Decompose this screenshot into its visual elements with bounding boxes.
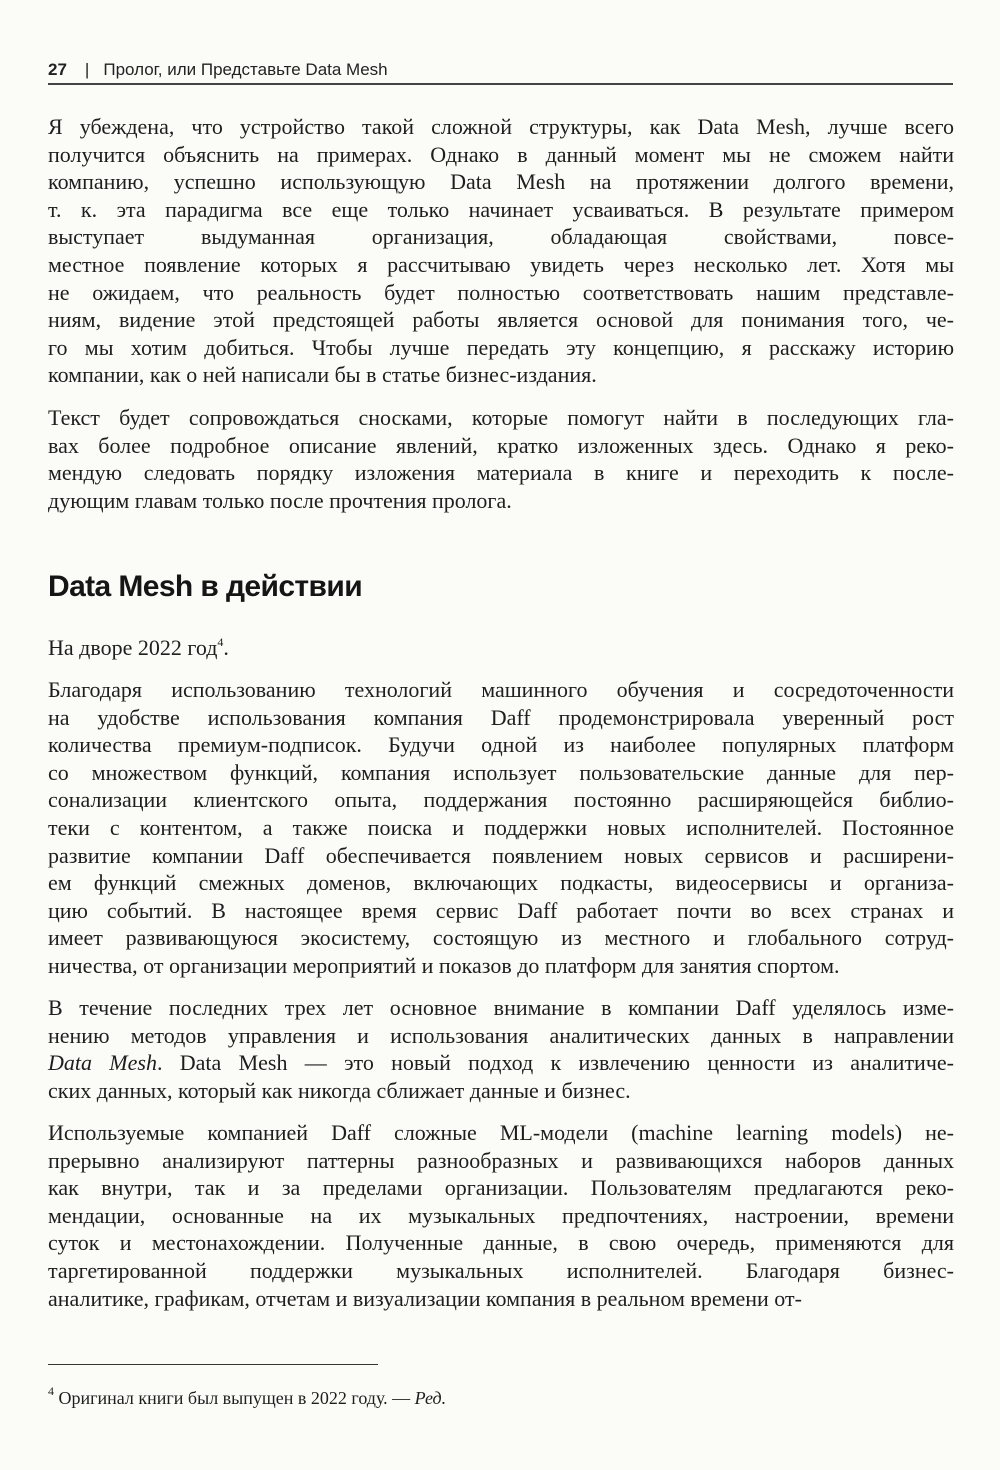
text-line: прерывно анализируют паттерны разнообразных и развивающихся наборов данных xyxy=(48,1147,954,1173)
paragraph xyxy=(48,113,954,389)
text-line: ских данных, который как никогда сближает данные и бизнес. xyxy=(48,1077,631,1103)
header-rule xyxy=(48,83,953,85)
header-separator: | xyxy=(84,60,90,79)
text-line: ем функций смежных доменов, включающих подкасты, видеосервисы и организа- xyxy=(48,870,954,896)
text-line: мендую следовать порядку изложения материала в книге и переходить к после- xyxy=(48,460,954,486)
footnote-rule xyxy=(48,1364,378,1365)
italic-term: Data Mesh xyxy=(48,1050,157,1076)
text-line: вах более подробное описание явлений, кратко изложенных здесь. Однако я реко- xyxy=(48,432,954,458)
intro-end: . xyxy=(223,635,229,660)
intro-text: На дворе 2022 год xyxy=(48,635,218,660)
text-line: Благодаря использованию технологий машинного обучения и сосредоточенности xyxy=(48,677,954,702)
text-line: как внутри, так и за пределами организации. Пользователям предлагаются реко- xyxy=(48,1175,954,1201)
text-line: суток и местонахождении. Полученные данные, в свою очередь, применяются для xyxy=(48,1230,954,1256)
text-line: количества премиум-подписок. Будучи одной из наиболее популярных платформ xyxy=(48,732,954,758)
footnote-attribution: Ред. xyxy=(414,1388,447,1408)
page-number: 27 xyxy=(48,60,67,79)
intro-line xyxy=(48,634,954,662)
text-line: имеет развивающуюся экосистему, состоящую из местного и глобального сотруд- xyxy=(48,925,954,951)
text-line: таргетированной поддержки музыкальных исполнителей. Благодаря бизнес- xyxy=(48,1257,954,1283)
text-line: компанию, успешно использующую Data Mesh на протяжении долгого времени, xyxy=(48,169,954,195)
text-line: развитие компании Daff обеспечивается появлением новых сервисов и расширени- xyxy=(48,842,954,868)
text-line: В течение последних трех лет основное внимание в компании Daff уделялось изме- xyxy=(48,995,954,1020)
text-line: сонализации клиентского опыта, поддержания постоянно расширяющейся библио- xyxy=(48,787,954,813)
paragraph xyxy=(48,676,954,980)
footnote-ref[interactable]: 4 xyxy=(217,635,224,649)
text-line xyxy=(48,1049,954,1077)
paragraph xyxy=(48,1119,954,1312)
text-line: Текст будет сопровождаться сносками, которые помогут найти в последующих гла- xyxy=(48,405,954,430)
section-heading: Data Mesh в действии xyxy=(48,570,363,603)
text-line: Я убеждена, что устройство такой сложной структуры, как Data Mesh, лучше всего xyxy=(48,114,954,139)
paragraph xyxy=(48,404,954,514)
footnote-text: Оригинал книги был выпущен в 2022 году. — xyxy=(54,1388,415,1408)
text-line: мендации, основанные на их музыкальных предпочтениях, настроении, времени xyxy=(48,1202,954,1228)
text-line: местное появление которых я рассчитываю увидеть через несколько лет. Хотя мы xyxy=(48,251,954,277)
text-line: ничества, от организации мероприятий и показов до платформ для занятия спортом. xyxy=(48,952,840,978)
text-line: го мы хотим добиться. Чтобы лучше передать эту концепцию, я расскажу историю xyxy=(48,334,954,360)
line-text: . Data Mesh — это новый подход к извлечению ценности из аналитиче- xyxy=(156,1050,954,1076)
text-line: выступает выдуманная организация, обладающая свойствами, повсе- xyxy=(48,224,954,250)
paragraph xyxy=(48,994,954,1104)
text-line: компании, как о ней написали бы в статье бизнес-издания. xyxy=(48,362,597,388)
text-line: аналитике, графикам, отчетам и визуализации компания в реальном времени от- xyxy=(48,1285,802,1311)
text-line: нению методов управления и использования аналитических данных в направлении xyxy=(48,1022,954,1048)
text-line: ниям, видение этой предстоящей работы является основой для понимания того, че- xyxy=(48,307,954,333)
running-header xyxy=(48,60,388,80)
text-line: со множеством функций, компания использует пользовательские данные для пер- xyxy=(48,759,954,785)
text-line: Используемые компанией Daff сложные ML-модели (machine learning models) не- xyxy=(48,1120,954,1145)
footnote-number: 4 xyxy=(48,1384,54,1398)
text-line: получится объяснить на примерах. Однако в данный момент мы не сможем найти xyxy=(48,141,954,167)
text-line: т. к. эта парадигма все еще только начинает усваиваться. В результате примером xyxy=(48,196,954,222)
text-line: на удобстве использования компания Daff продемонстрировала уверенный рост xyxy=(48,704,954,730)
text-line: цию событий. В настоящее время сервис Daff работает почти во всех странах и xyxy=(48,897,954,923)
text-line: теки с контентом, а также поиска и поддержки новых исполнителей. Постоянное xyxy=(48,814,954,840)
running-title: Пролог, или Представьте Data Mesh xyxy=(103,60,388,79)
text-line: дующим главам только после прочтения пролога. xyxy=(48,487,512,513)
footnote xyxy=(48,1384,447,1409)
text-line: не ожидаем, что реальность будет полностью соответствовать нашим представле- xyxy=(48,279,954,305)
